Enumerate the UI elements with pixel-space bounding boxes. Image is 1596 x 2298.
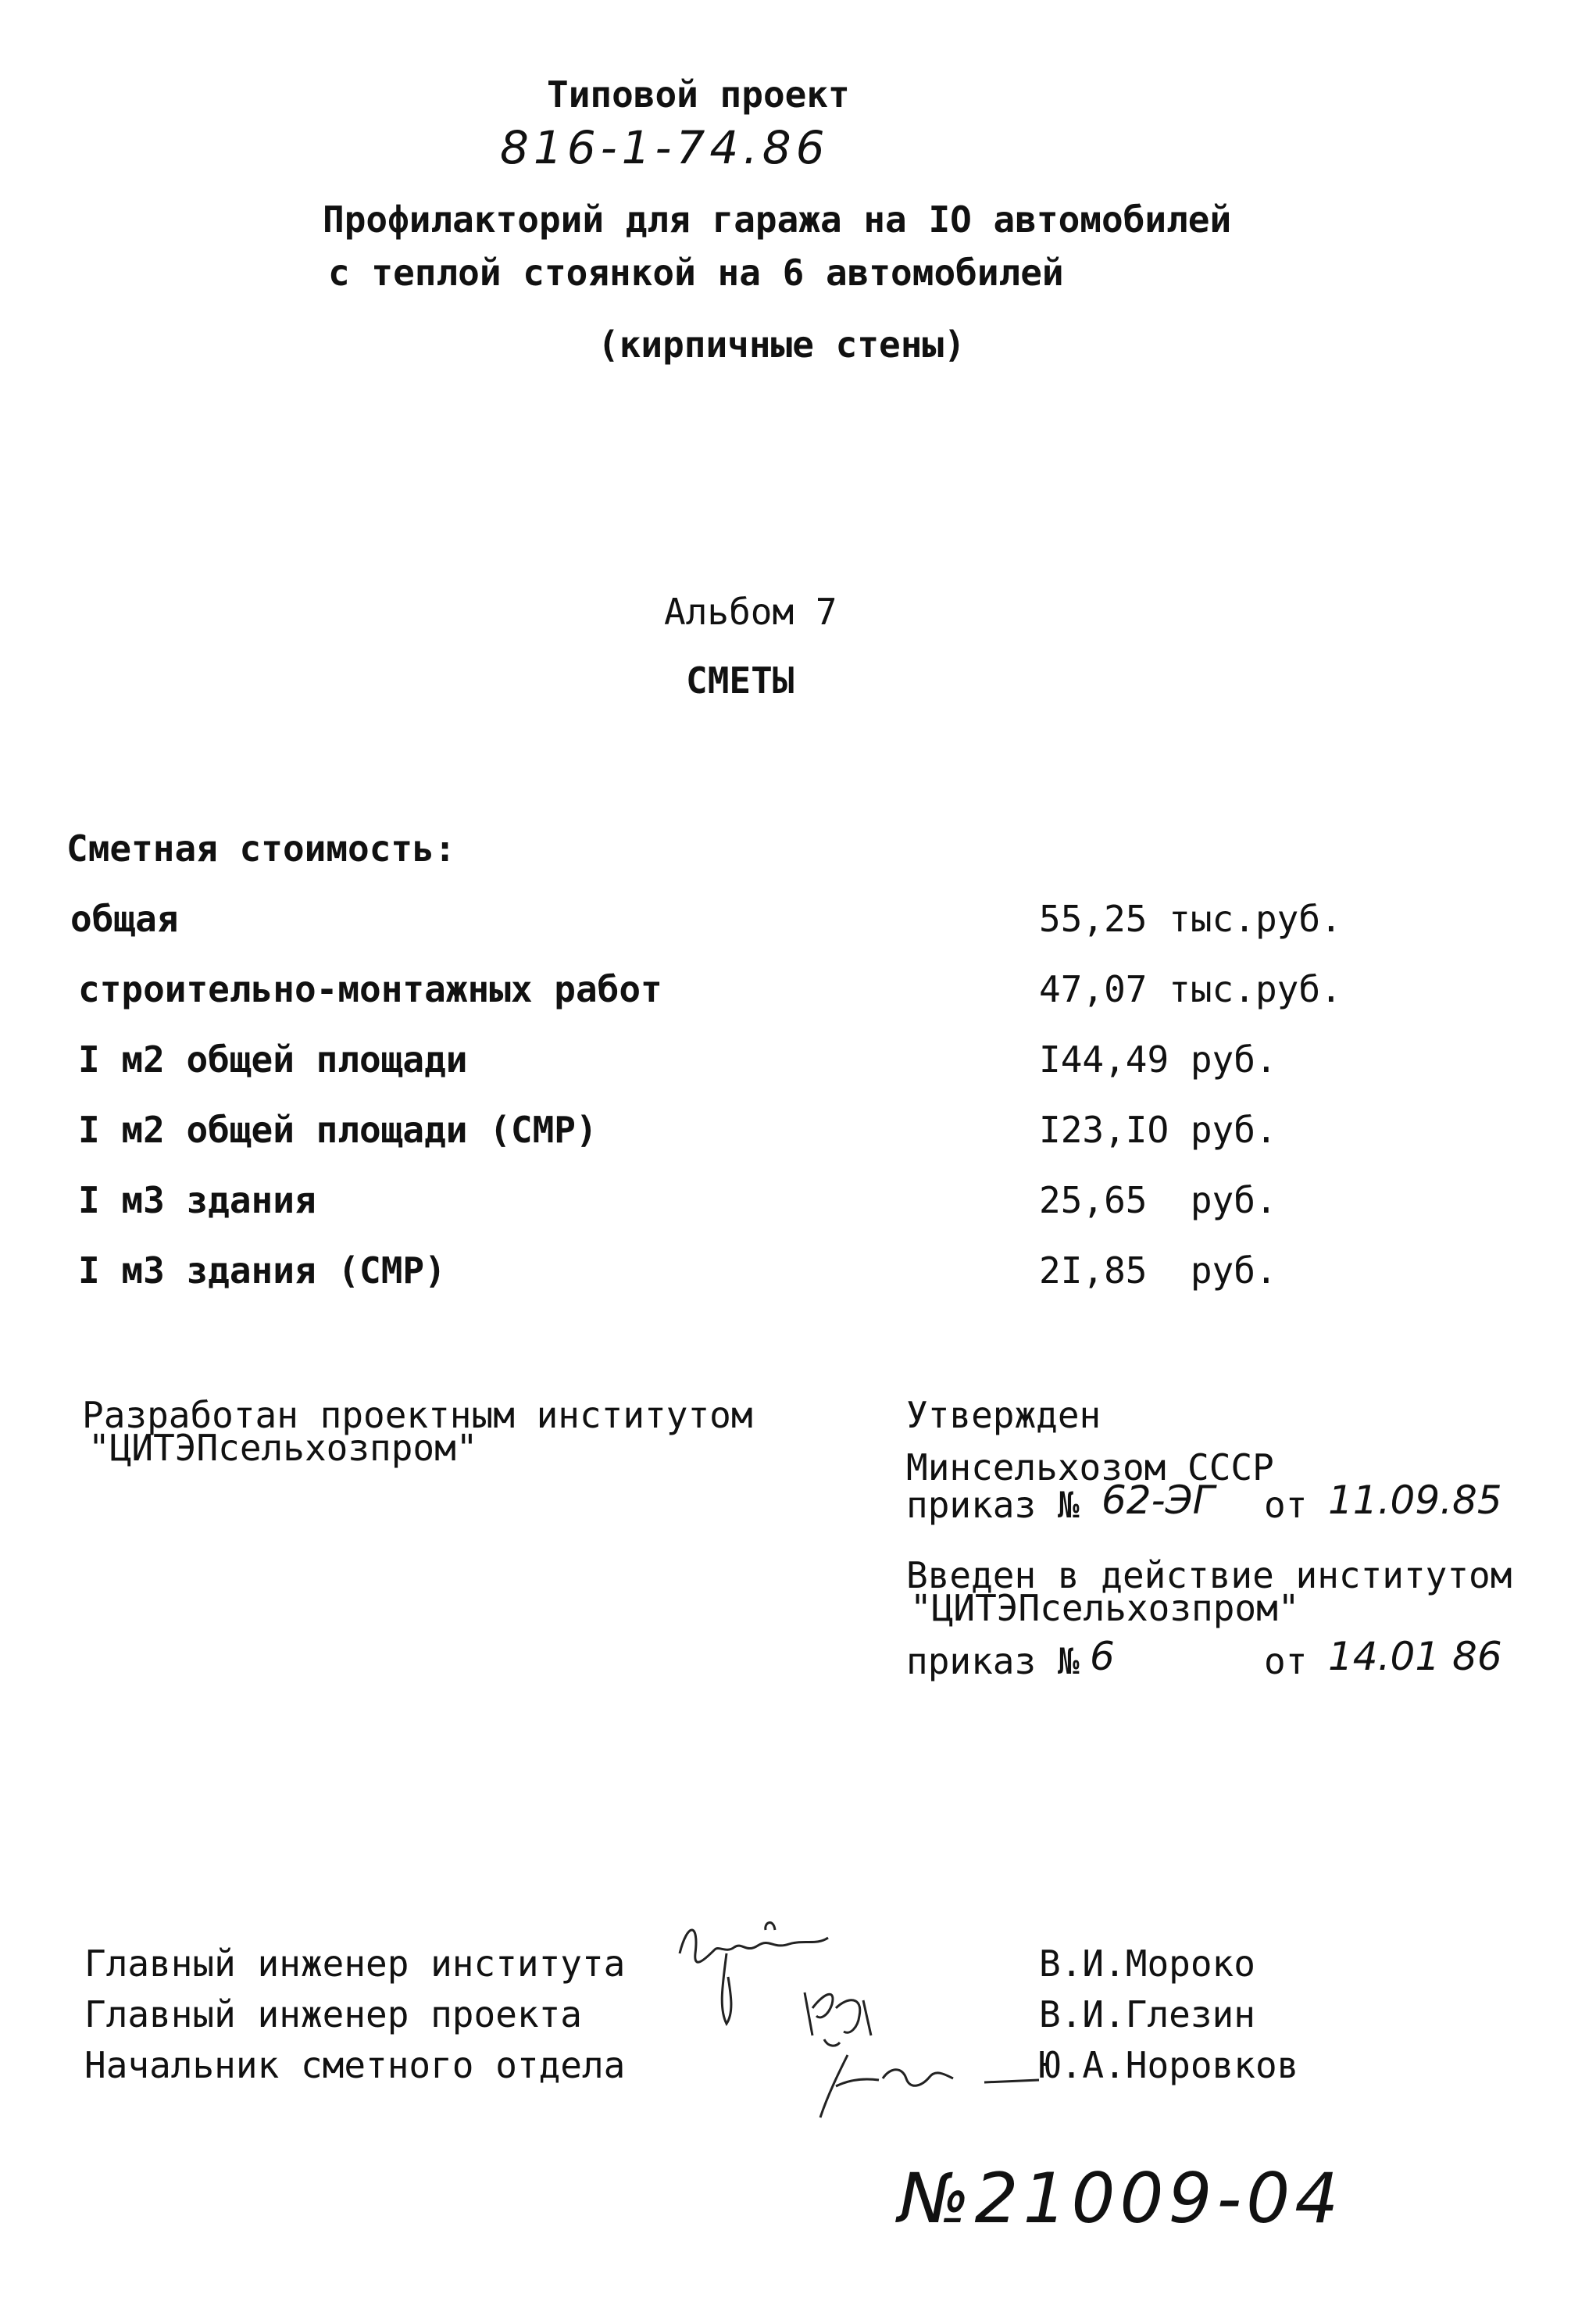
- cost-row-value: 47,07 тыс.руб.: [1039, 968, 1342, 1010]
- cost-row-value: 2I,85 руб.: [1039, 1249, 1277, 1292]
- order2-prefix: приказ №: [906, 1640, 1080, 1682]
- cost-row-label: общая: [70, 898, 179, 940]
- order2-date-prefix: от: [1264, 1640, 1308, 1682]
- signature-role: Главный инженер проекта: [84, 1993, 582, 2035]
- project-label: Типовой проект: [547, 73, 850, 116]
- order-number: 62-ЭГ: [1101, 1478, 1215, 1523]
- order-date: 11.09.85: [1328, 1478, 1502, 1523]
- order-date-prefix: от: [1264, 1484, 1308, 1526]
- cost-row-label: I м3 здания (СМР): [78, 1249, 446, 1292]
- signature-name: В.И.Глезин: [1039, 1993, 1255, 2035]
- signature-name: Ю.А.Норовков: [1039, 2044, 1299, 2086]
- project-number: 816-1-74.86: [500, 121, 830, 174]
- cost-row-label: I м3 здания: [78, 1179, 316, 1221]
- signature-role: Главный инженер института: [84, 1942, 626, 1985]
- cost-row-value: 25,65 руб.: [1039, 1179, 1277, 1221]
- ministry-label: Минсельхозом СССР: [906, 1446, 1274, 1489]
- title-line-3: (кирпичные стены): [598, 323, 966, 366]
- album-label: Альбом 7: [664, 591, 837, 633]
- cost-row-value: I44,49 руб.: [1039, 1038, 1277, 1081]
- cost-heading: Сметная стоимость:: [66, 827, 456, 870]
- cost-row-label: строительно-монтажных работ: [78, 968, 662, 1010]
- title-line-2: с теплой стоянкой на 6 автомобилей: [328, 252, 1064, 294]
- title-line-1: Профилакторий для гаража на IO автомобилей: [323, 198, 1232, 241]
- order2-number: 6: [1090, 1634, 1115, 1679]
- signature-role: Начальник сметного отдела: [84, 2044, 626, 2086]
- cost-row-value: 55,25 тыс.руб.: [1039, 898, 1342, 940]
- introduced-line-2: "ЦИТЭПсельхозпром": [910, 1587, 1300, 1629]
- inventory-number: №21009-04: [898, 2158, 1344, 2239]
- album-name: СМЕТЫ: [686, 659, 794, 702]
- cost-row-label: I м2 общей площади: [78, 1038, 468, 1081]
- handwritten-signature-estimate-head: [805, 2032, 1047, 2133]
- signature-name: В.И.Мороко: [1039, 1942, 1255, 1985]
- developer-line-1: Разработан проектным институтом: [82, 1394, 753, 1436]
- order-prefix: приказ №: [906, 1484, 1080, 1526]
- introduced-line-1: Введен в действие институтом: [906, 1554, 1512, 1596]
- order2-date: 14.01 86: [1328, 1634, 1502, 1679]
- cost-row-label: I м2 общей площади (СМР): [78, 1109, 598, 1151]
- developer-line-2: "ЦИТЭПсельхозпром": [88, 1427, 478, 1469]
- cost-row-value: I23,IO руб.: [1039, 1109, 1277, 1151]
- approved-label: Утвержден: [906, 1394, 1101, 1436]
